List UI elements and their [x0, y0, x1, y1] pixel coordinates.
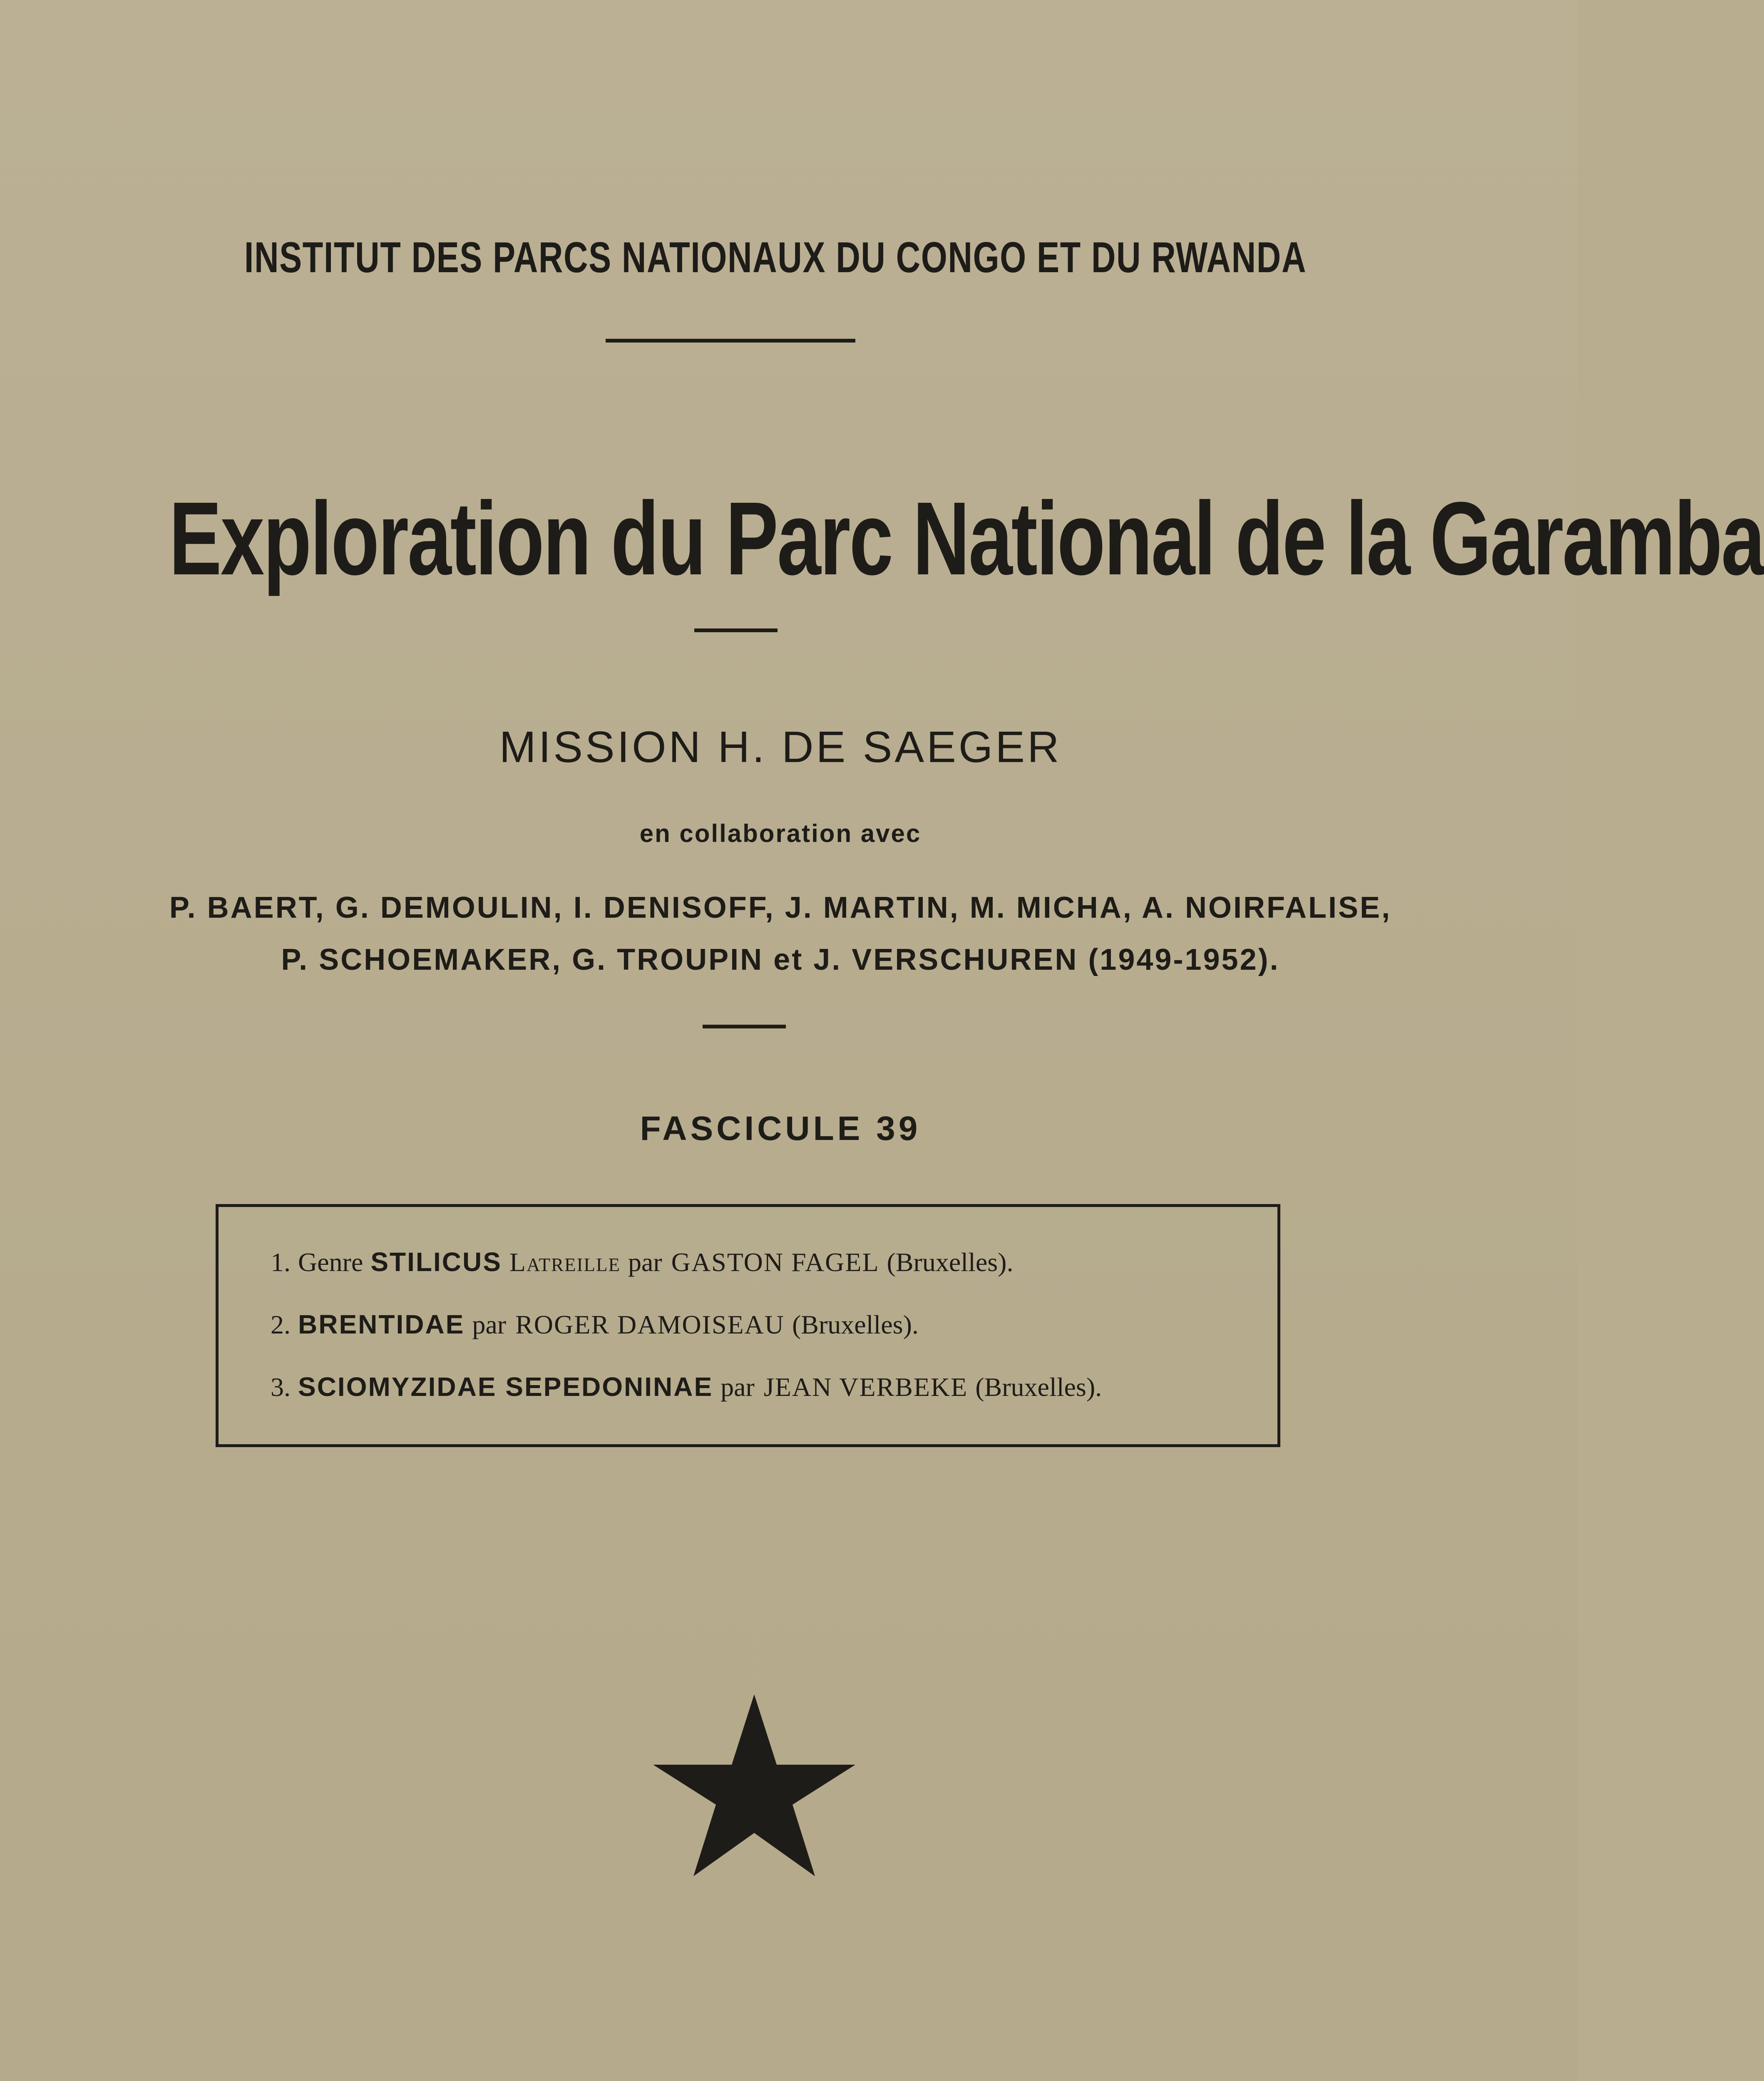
entry-par: par [721, 1372, 755, 1402]
entry-author: GASTON FAGEL [671, 1247, 880, 1277]
header-divider [606, 339, 855, 343]
collaboration-intro: en collaboration avec [639, 819, 922, 847]
fascicule-number: FASCICULE 39 [640, 1110, 921, 1147]
entry-taxon: BRENTIDAE [298, 1309, 465, 1339]
entry-number: 3. [271, 1372, 291, 1402]
entry-author: ROGER DAMOISEAU [515, 1310, 785, 1339]
page-title: Exploration du Parc National de la Garamba [169, 480, 1764, 596]
mission-name: MISSION H. DE SAEGER [499, 723, 1062, 772]
entry-place: (Bruxelles). [792, 1310, 919, 1339]
contents-box [216, 1204, 1280, 1447]
entry-prefix: Genre [298, 1247, 363, 1277]
collaborators-line-2: P. SCHOEMAKER, G. TROUPIN et J. VERSCHUREN (1949-1952). [281, 943, 1280, 976]
entry-taxon: SCIOMYZIDAE SEPEDONINAE [298, 1372, 713, 1402]
entry-taxon: STILICUS [370, 1247, 502, 1277]
entry-taxon-author: Latreille [509, 1247, 621, 1277]
entry-author: JEAN VERBEKE [763, 1372, 968, 1402]
star-icon [651, 1693, 860, 1876]
contents-entry [271, 1371, 1102, 1403]
entry-place: (Bruxelles). [975, 1372, 1102, 1402]
collaboration-divider [703, 1025, 786, 1028]
contents-entry [271, 1247, 1013, 1278]
entry-par: par [628, 1247, 662, 1277]
entry-place: (Bruxelles). [887, 1247, 1014, 1277]
institute-header: INSTITUT DES PARCS NATIONAUX DU CONGO ET DU RWANDA [244, 233, 1307, 282]
entry-number: 2. [271, 1310, 291, 1339]
entry-par: par [472, 1310, 507, 1339]
title-divider [694, 628, 778, 632]
contents-entry [271, 1309, 919, 1340]
collaborators-line-1: P. BAERT, G. DEMOULIN, I. DENISOFF, J. MARTIN, M. MICHA, A. NOIRFALISE, [169, 891, 1392, 924]
entry-number: 1. [271, 1247, 291, 1277]
